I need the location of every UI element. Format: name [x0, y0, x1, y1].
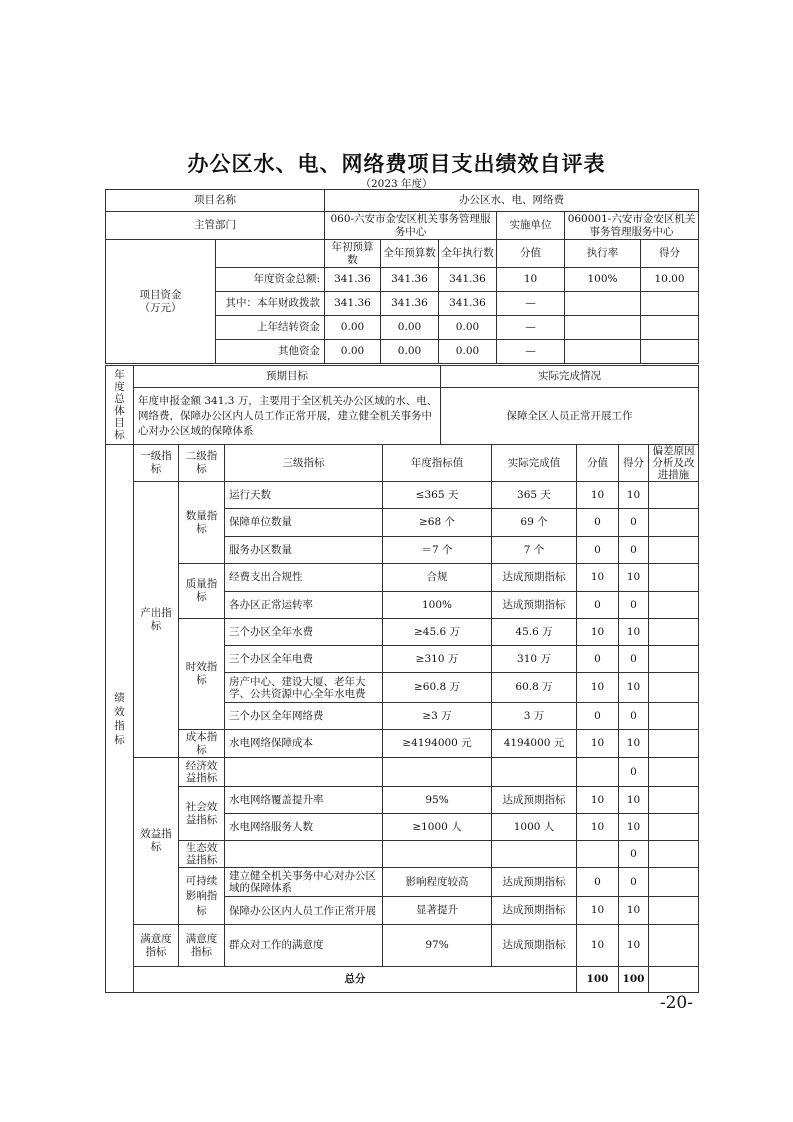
indicator-actual: 达成预期指标: [492, 925, 577, 967]
funds-cell: 10.00: [641, 268, 699, 292]
dept-label: 主管部门: [106, 212, 325, 240]
indicator-got: 0: [619, 537, 649, 564]
indicator-got: 10: [619, 730, 649, 758]
indicator-name: 水电网络服务人数: [225, 814, 383, 841]
funds-cell: [565, 340, 641, 364]
indicator-actual: 1000 人: [492, 814, 577, 841]
indicator-got: 0: [619, 841, 649, 868]
indicator-score: 10: [577, 482, 619, 509]
indicator-target: 100%: [383, 592, 492, 619]
funds-cell: [565, 292, 641, 316]
perf-label-text: 绩效指标: [114, 691, 125, 746]
indicator-actual: 达成预期指标: [492, 787, 577, 814]
indicator-target: ≥45.6 万: [383, 619, 492, 646]
indicator-note: [649, 509, 699, 537]
funds-header: 全年预算数: [381, 240, 439, 268]
indicator-score: 0: [577, 868, 619, 897]
performance-table: [105, 444, 699, 993]
indicator-actual: 3 万: [492, 703, 577, 730]
indicator-target: ≥68 个: [383, 509, 492, 537]
indicator-score: 10: [577, 730, 619, 758]
funds-cell: 0.00: [381, 340, 439, 364]
funds-cell: [641, 292, 699, 316]
indicator-note: [649, 841, 699, 868]
indicator-got: 0: [619, 758, 649, 787]
indicator-actual: 达成预期指标: [492, 897, 577, 925]
page-number: -20-: [659, 993, 693, 1013]
indicator-target: 97%: [383, 925, 492, 967]
perf-header: 得分: [619, 445, 649, 482]
indicator-score: 10: [577, 673, 619, 703]
indicator-name: 建立健全机关事务中心对办公区域的保障体系: [225, 868, 383, 897]
indicator-got: 0: [619, 509, 649, 537]
indicator-got: 10: [619, 814, 649, 841]
funds-cell: 341.36: [439, 292, 497, 316]
funds-cell: 341.36: [439, 268, 497, 292]
indicator-target: ≥4194000 元: [383, 730, 492, 758]
indicator-note: [649, 758, 699, 787]
indicator-name: 水电网络保障成本: [225, 730, 383, 758]
indicator-target: ≤365 天: [383, 482, 492, 509]
funds-cell: 0.00: [325, 340, 381, 364]
output-indicator-label: 产出指标: [134, 482, 179, 758]
indicator-score: 10: [577, 925, 619, 967]
total-got: 100: [619, 967, 649, 993]
indicator-note: [649, 482, 699, 509]
indicator-name: 经费支出合规性: [225, 564, 383, 592]
indicator-score: [577, 758, 619, 787]
page-title: 办公区水、电、网络费项目支出绩效自评表: [187, 152, 606, 176]
funds-cell: —: [497, 292, 565, 316]
indicator-target: ≥310 万: [383, 646, 492, 673]
indicator-note: [649, 619, 699, 646]
indicator-note: [649, 868, 699, 897]
indicator-note: [649, 925, 699, 967]
indicator-score: 10: [577, 787, 619, 814]
funds-cell: 0.00: [325, 316, 381, 340]
indicator-name: 群众对工作的满意度: [225, 925, 383, 967]
indicator-score: [577, 841, 619, 868]
indicator-actual: [492, 841, 577, 868]
indicator-actual: 45.6 万: [492, 619, 577, 646]
economic-indicator-label: 经济效益指标: [179, 758, 225, 787]
indicator-note: [649, 646, 699, 673]
funds-cell: 0.00: [381, 316, 439, 340]
funds-cell: [641, 316, 699, 340]
indicator-actual: 310 万: [492, 646, 577, 673]
indicator-actual: 达成预期指标: [492, 564, 577, 592]
indicator-name: 服务办区数量: [225, 537, 383, 564]
funds-cell: [565, 316, 641, 340]
funds-label-text: 项目资金（万元）: [139, 288, 182, 314]
indicator-note: [649, 592, 699, 619]
indicator-score: 0: [577, 646, 619, 673]
funds-header: 年初预算数: [325, 240, 381, 268]
funds-header: 得分: [641, 240, 699, 268]
perf-header: 年度指标值: [383, 445, 492, 482]
project-name-label: 项目名称: [106, 190, 325, 212]
indicator-actual: 7 个: [492, 537, 577, 564]
funds-cell: 341.36: [381, 292, 439, 316]
indicator-got: 10: [619, 564, 649, 592]
expected-goal-header: 预期目标: [134, 366, 441, 388]
indicator-score: 0: [577, 703, 619, 730]
indicator-note: [649, 814, 699, 841]
indicator-name: 三个办区全年水费: [225, 619, 383, 646]
indicator-got: 0: [619, 646, 649, 673]
goals-label: [106, 366, 134, 445]
indicator-note: [649, 673, 699, 703]
perf-header: 三级指标: [225, 445, 383, 482]
indicator-name: 运行天数: [225, 482, 383, 509]
indicator-name: 三个办区全年电费: [225, 646, 383, 673]
funds-cell: 100%: [565, 268, 641, 292]
indicator-target: 显著提升: [383, 897, 492, 925]
indicator-target: ＝7 个: [383, 537, 492, 564]
indicator-name: [225, 758, 383, 787]
indicator-score: 10: [577, 619, 619, 646]
indicator-name: 各办区正常运转率: [225, 592, 383, 619]
indicator-name: 三个办区全年网络费: [225, 703, 383, 730]
funds-header: 全年执行数: [439, 240, 497, 268]
indicator-got: 10: [619, 482, 649, 509]
indicator-target: [383, 841, 492, 868]
funds-row-label: 年度资金总额:: [216, 268, 325, 292]
impl-value: 060001-六安市金安区机关事务管理服务中心: [565, 212, 699, 240]
indicator-score: 10: [577, 897, 619, 925]
year-label: （2023 年度）: [360, 178, 433, 190]
indicator-name: [225, 841, 383, 868]
funds-cell: 0.00: [439, 340, 497, 364]
impl-label: 实施单位: [497, 212, 565, 240]
funds-row-label: 上年结转资金: [216, 316, 325, 340]
satisfaction-l1-label: 满意度指标: [134, 925, 179, 967]
indicator-target: 合规: [383, 564, 492, 592]
indicator-note: [649, 703, 699, 730]
total-label: 总分: [134, 967, 577, 993]
indicator-actual: 69 个: [492, 509, 577, 537]
indicator-target: 95%: [383, 787, 492, 814]
actual-goal-header: 实际完成情况: [441, 366, 699, 388]
quality-indicator-label: 质量指标: [179, 564, 225, 619]
indicator-actual: 365 天: [492, 482, 577, 509]
indicator-actual: 4194000 元: [492, 730, 577, 758]
funds-cell: 10: [497, 268, 565, 292]
ecological-indicator-label: 生态效益指标: [179, 841, 225, 868]
indicator-name: 房产中心、建设大厦、老年大学、公共资源中心全年水电费: [225, 673, 383, 703]
indicator-got: 10: [619, 619, 649, 646]
funds-header: 分值: [497, 240, 565, 268]
perf-header: 偏差原因分析及改进措施: [649, 445, 699, 482]
indicator-got: 0: [619, 703, 649, 730]
indicator-name: 水电网络覆盖提升率: [225, 787, 383, 814]
perf-header: 一级指标: [134, 445, 179, 482]
project-name-value: 办公区水、电、网络费: [325, 190, 699, 212]
indicator-actual: 达成预期指标: [492, 868, 577, 897]
indicator-note: [649, 537, 699, 564]
indicator-name: 保障单位数量: [225, 509, 383, 537]
indicator-got: 0: [619, 868, 649, 897]
total-score: 100: [577, 967, 619, 993]
indicator-got: 10: [619, 673, 649, 703]
indicator-score: 0: [577, 537, 619, 564]
expected-goal-text: 年度申报金额 341.3 万，主要用于全区机关办公区域的水、电、网络费，保障办公区内人员工作正常开展，建立健全机关事务中心对办公区域的保障体系: [134, 388, 441, 445]
satisfaction-l2-label: 满意度指标: [179, 925, 225, 967]
perf-header: 实际完成值: [492, 445, 577, 482]
indicator-name: 保障办公区内人员工作正常开展: [225, 897, 383, 925]
indicator-score: 10: [577, 814, 619, 841]
funds-row-label: 其他资金: [216, 340, 325, 364]
quantity-indicator-label: 数量指标: [179, 482, 225, 564]
indicator-target: 影响程度较高: [383, 868, 492, 897]
funds-header-blank: [216, 240, 325, 268]
goals-table: [105, 365, 699, 445]
funds-header: 执行率: [565, 240, 641, 268]
indicator-score: 0: [577, 592, 619, 619]
indicator-actual: 60.8 万: [492, 673, 577, 703]
funds-cell: 341.36: [325, 292, 381, 316]
funds-cell: 0.00: [439, 316, 497, 340]
indicator-got: 10: [619, 787, 649, 814]
funds-cell: 341.36: [325, 268, 381, 292]
indicator-got: 10: [619, 897, 649, 925]
benefit-indicator-label: 效益指标: [134, 758, 179, 925]
funds-label: [106, 240, 216, 364]
indicator-note: [649, 787, 699, 814]
indicator-actual: [492, 758, 577, 787]
indicator-target: ≥60.8 万: [383, 673, 492, 703]
indicator-got: 0: [619, 592, 649, 619]
funds-cell: —: [497, 316, 565, 340]
indicator-actual: 达成预期指标: [492, 592, 577, 619]
indicator-note: [649, 564, 699, 592]
funds-cell: 341.36: [381, 268, 439, 292]
perf-header: 分值: [577, 445, 619, 482]
indicator-target: [383, 758, 492, 787]
indicator-score: 10: [577, 564, 619, 592]
project-info-table: [105, 189, 699, 364]
goals-label-text: 年度总体目标: [114, 368, 125, 441]
funds-cell: [641, 340, 699, 364]
indicator-target: ≥1000 人: [383, 814, 492, 841]
total-note: [649, 967, 699, 993]
perf-header: 二级指标: [179, 445, 225, 482]
indicator-note: [649, 897, 699, 925]
sustainable-indicator-label: 可持续影响指标: [179, 868, 225, 925]
social-indicator-label: 社会效益指标: [179, 787, 225, 841]
funds-cell: —: [497, 340, 565, 364]
dept-value: 060-六安市金安区机关事务管理服务中心: [325, 212, 497, 240]
funds-row-label: 其中：本年财政拨款: [216, 292, 325, 316]
indicator-note: [649, 730, 699, 758]
perf-label: [106, 445, 134, 993]
indicator-got: 10: [619, 925, 649, 967]
actual-goal-text: 保障全区人员正常开展工作: [441, 388, 699, 445]
indicator-target: ≥3 万: [383, 703, 492, 730]
timeliness-indicator-label: 时效指标: [179, 619, 225, 730]
indicator-score: 0: [577, 509, 619, 537]
cost-indicator-label: 成本指标: [179, 730, 225, 758]
